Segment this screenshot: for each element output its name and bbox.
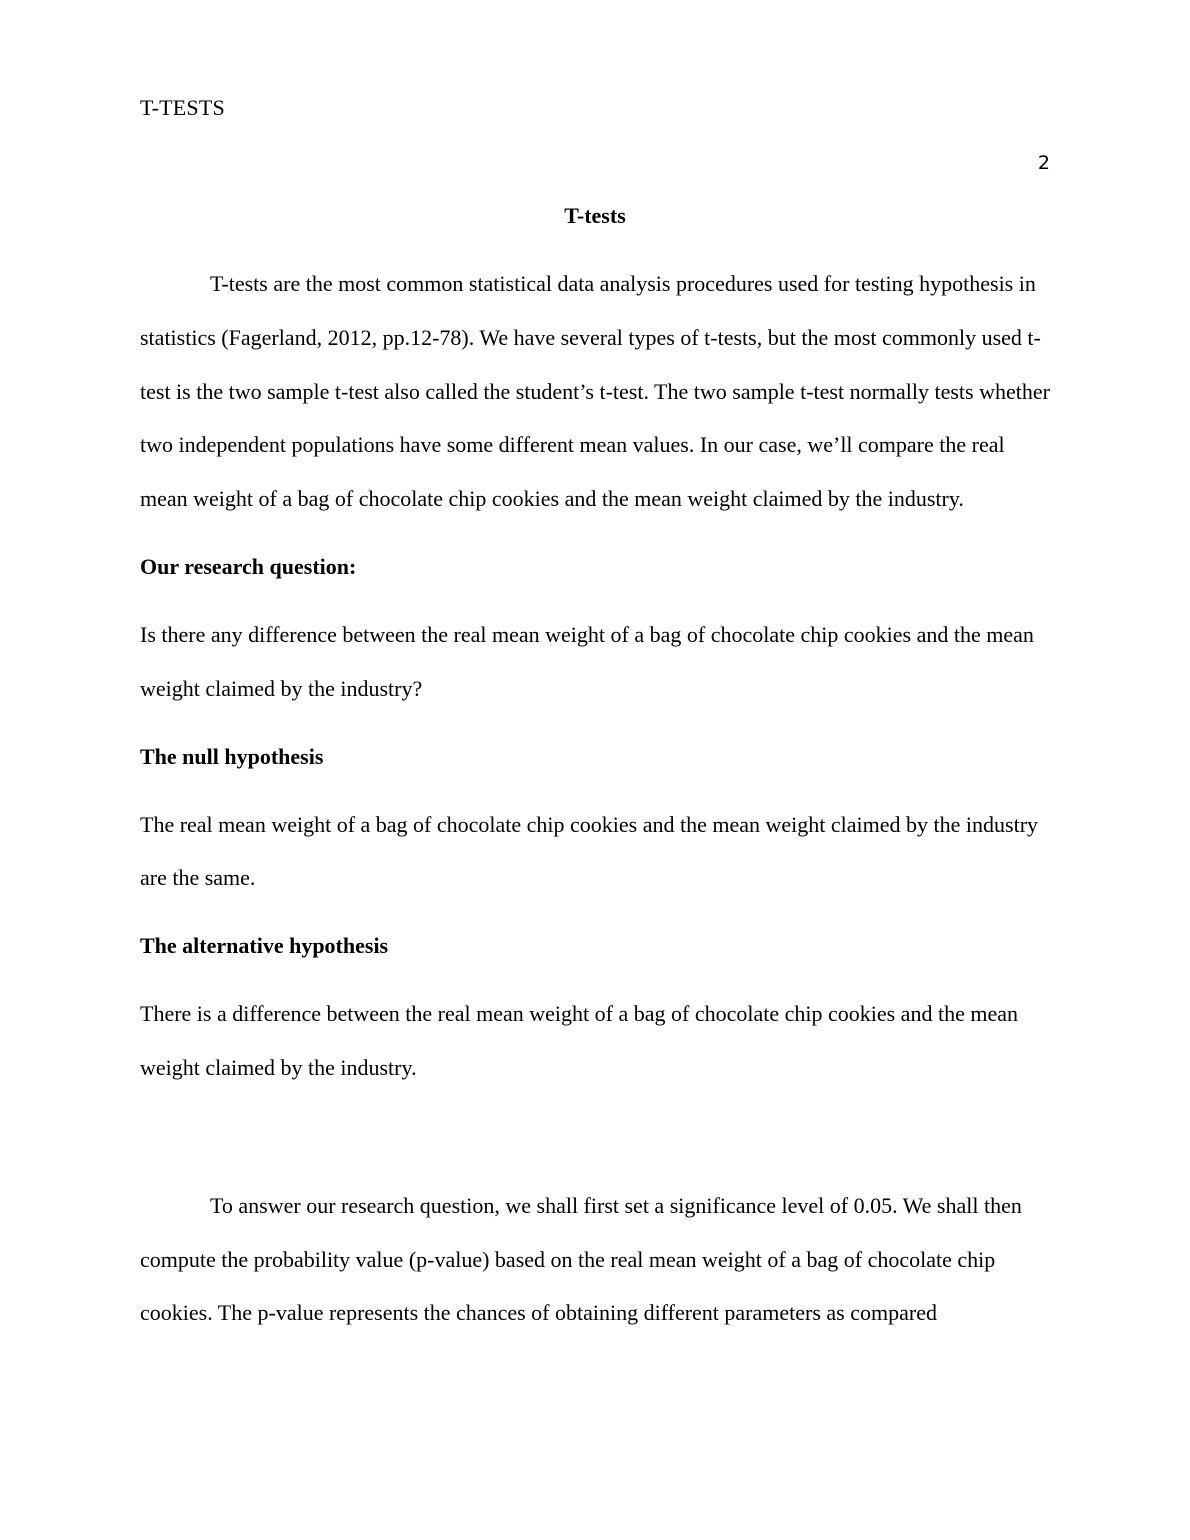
research-question-heading: Our research question: — [140, 553, 357, 579]
running-head: T-TESTS — [140, 95, 225, 120]
document-title: T-tests — [564, 203, 626, 228]
research-question-text: Is there any difference between the real mean weight of a bag of chocolate chip cookies and the mean weight claimed by the industry? — [140, 621, 1034, 701]
page-number: 2 — [1037, 152, 1050, 174]
alternative-hypothesis-text: There is a difference between the real mean weight of a bag of chocolate chip cookies and the mean weight claimed by the industry. — [140, 1001, 1018, 1080]
document-body — [140, 191, 1050, 1340]
intro-paragraph: T-tests are the most common statistical data analysis procedures used for testing hypothesis in statistics (Fagerland, 2012, pp.12-78). We have several types of t-tests, but the most commonly used t-test is the two sample t-test also called the student’s t-test. The two sample t-test normally tests whether two independent populations have some different mean values. In our case, we’ll compare the real mean weight of a bag of chocolate chip cookies and the mean weight claimed by the industry. — [140, 271, 1050, 512]
null-hypothesis-text: The real mean weight of a bag of chocolate chip cookies and the mean weight claimed by the industry are the same. — [140, 811, 1039, 891]
alternative-hypothesis-heading: The alternative hypothesis — [140, 933, 389, 959]
method-paragraph: To answer our research question, we shall first set a significance level of 0.05. We shall then compute the probability value (p-value) based on the real mean weight of a bag of chocolate chip cookies. The p-value represents the chances of obtaining different parameters as compared — [140, 1192, 1022, 1326]
blank-line — [140, 1095, 1050, 1179]
null-hypothesis-heading: The null hypothesis — [140, 743, 324, 769]
